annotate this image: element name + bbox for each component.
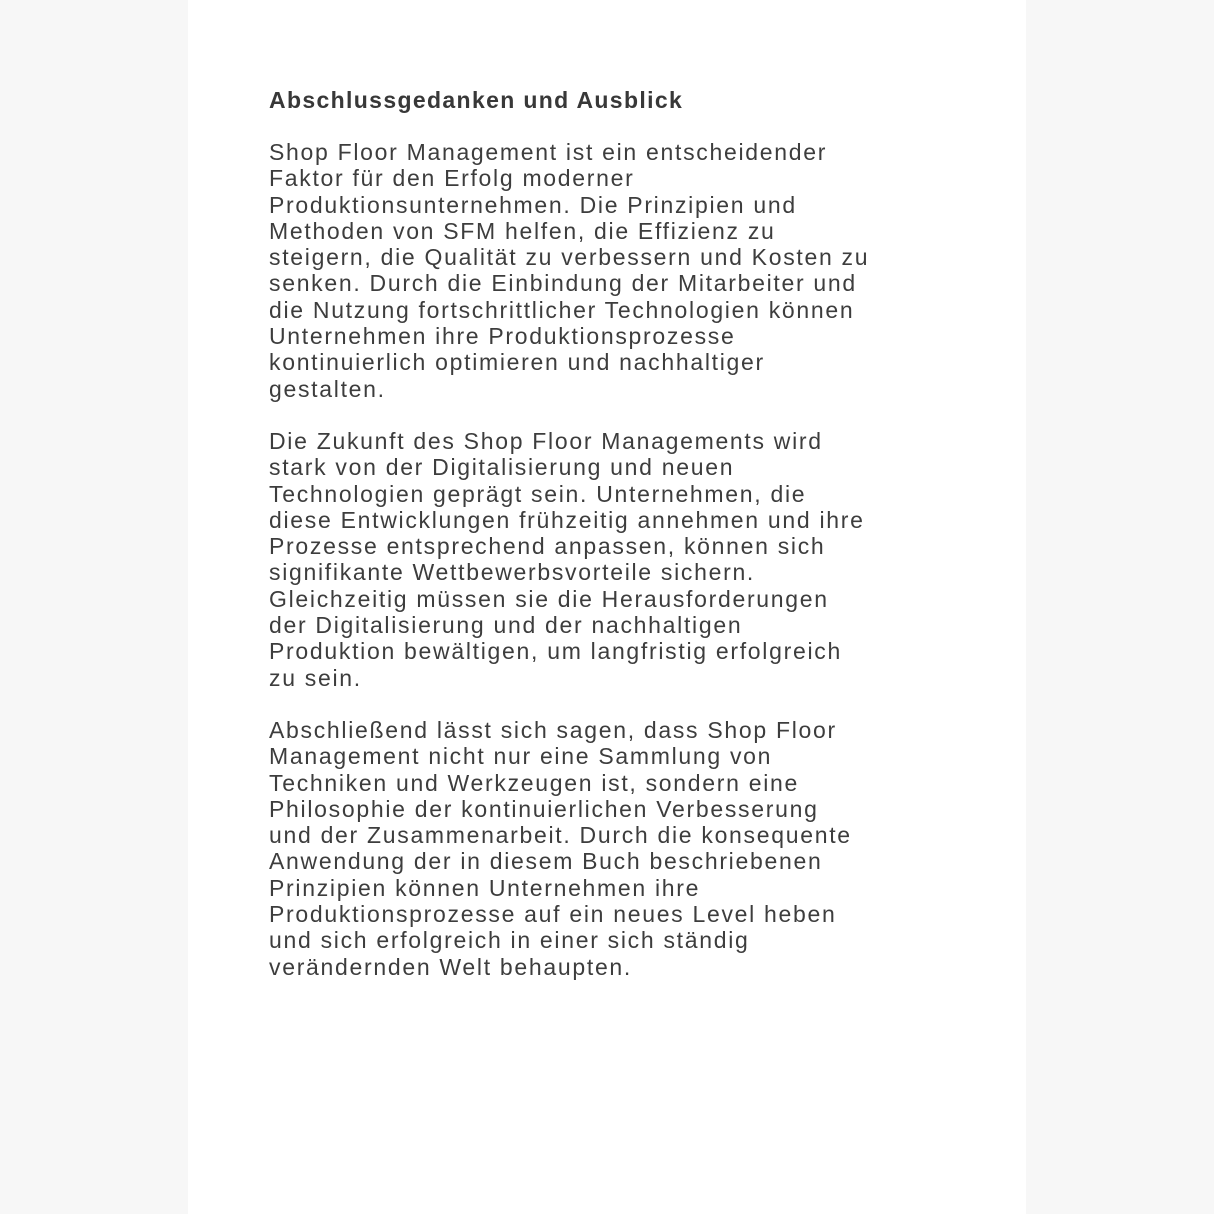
paragraph-3: Abschließend lässt sich sagen, dass Shop Floor Management nicht nur eine Sammlung von Techniken und Werkzeugen ist, sondern eine Philosophie der kontinuierlichen Verbesserung und der Zusammenarbeit. Durch die konsequente Anwendung der in diesem Buch beschriebenen Prinzipien können Unternehmen ihre Produktionsprozesse auf ein neues Level heben und sich erfolgreich in einer sich ständig verändernden Welt behaupten. xyxy=(269,716,852,980)
document-page xyxy=(188,0,1026,1214)
section-heading: Abschlussgedanken und Ausblick xyxy=(269,87,684,113)
paragraph-1: Shop Floor Management ist ein entscheidender Faktor für den Erfolg moderner Produktionsunternehmen. Die Prinzipien und Methoden von SFM helfen, die Effizienz zu steigern, die Qualität zu verbessern und Kosten zu senken. Durch die Einbindung der Mitarbeiter und die Nutzung fortschrittlicher Technologien können Unternehmen ihre Produktionsprozesse kontinuierlich optimieren und nachhaltiger gestalten. xyxy=(269,139,870,402)
paragraph-2: Die Zukunft des Shop Floor Managements wird stark von der Digitalisierung und neuen Technologien geprägt sein. Unternehmen, die diese Entwicklungen frühzeitig annehmen und ihre Prozesse entsprechend anpassen, können sich signifikante Wettbewerbsvorteile sichern. Gleichzeitig müssen sie die Herausforderungen der Digitalisierung und der nachhaltigen Produktion bewältigen, um langfristig erfolgreich zu sein. xyxy=(269,427,865,691)
document-content xyxy=(269,86,969,980)
